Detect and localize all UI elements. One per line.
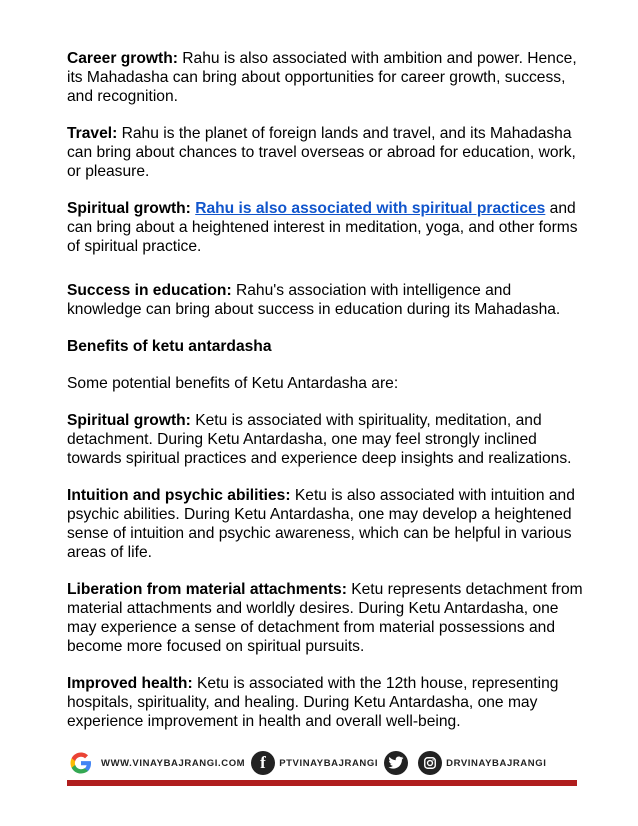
website-link[interactable]: WWW.VINAYBAJRANGI.COM — [101, 757, 246, 769]
facebook-icon: f — [251, 751, 275, 775]
paragraph-text: Ketu represents detachment from material attachments and worldly desires. During Ketu Antardasha, one may experience a sense of detachment from material possessions and become more focused on spiritual pursuits. — [67, 581, 583, 655]
intro-text: Some potential benefits of Ketu Antardasha are: — [67, 375, 399, 392]
paragraph-travel — [67, 124, 587, 181]
paragraph-label: Success in education: — [67, 282, 232, 299]
social-handle[interactable]: DRVINAYBAJRANGI — [446, 757, 547, 769]
paragraph-text: Rahu is also associated with ambition and power. Hence, its Mahadasha can bring about opportunities for career growth, success, and recognition. — [67, 50, 577, 105]
paragraph-label: Travel: — [67, 125, 118, 142]
paragraph-text: Ketu is associated with the 12th house, representing hospitals, spirituality, and healing. During Ketu Antardasha, one may experience improvement in health and overall well-being. — [67, 675, 559, 730]
paragraph-success-in-education — [67, 281, 587, 319]
paragraph-label: Liberation from material attachments: — [67, 581, 347, 598]
paragraph-text: and can bring about a heightened interest in meditation, yoga, and other forms of spiritual practice. — [67, 200, 578, 255]
paragraph-text: Ketu is associated with spirituality, meditation, and detachment. During Ketu Antardasha, one may feel strongly inclined towards spiritual practices and experience deep insights and realizations. — [67, 412, 572, 467]
paragraph-improved-health — [67, 674, 587, 731]
twitter-icon — [384, 751, 408, 775]
spiritual-practices-link[interactable]: Rahu is also associated with spiritual practices — [195, 200, 546, 217]
footer-banner — [67, 746, 577, 786]
paragraph-spiritual-growth-rahu — [67, 199, 587, 256]
section-heading: Benefits of ketu antardasha — [67, 338, 272, 355]
paragraph-text: Ketu is also associated with intuition and psychic abilities. During Ketu Antardasha, one may develop a heightened sense of intuition and psychic awareness, which can be helpful in various areas of life. — [67, 487, 575, 561]
paragraph-liberation — [67, 580, 587, 656]
paragraph-label: Intuition and psychic abilities: — [67, 487, 291, 504]
google-icon — [67, 749, 95, 777]
paragraph-intuition — [67, 486, 587, 562]
paragraph-text: Rahu is the planet of foreign lands and travel, and its Mahadasha can bring about chances to travel overseas or abroad for education, work, or pleasure. — [67, 125, 576, 180]
paragraph-label: Improved health: — [67, 675, 193, 692]
facebook-handle[interactable]: PTVINAYBAJRANGI — [279, 757, 379, 769]
paragraph-label: Spiritual growth: — [67, 200, 196, 217]
article-body — [67, 49, 587, 749]
paragraph-text: Rahu's association with intelligence and knowledge can bring about success in education during its Mahadasha. — [67, 282, 561, 318]
instagram-icon — [418, 751, 442, 775]
paragraph-ketu-spiritual-growth — [67, 411, 587, 468]
paragraph-label: Career growth: — [67, 50, 178, 67]
paragraph-label: Spiritual growth: — [67, 412, 191, 429]
paragraph-career-growth — [67, 49, 587, 106]
